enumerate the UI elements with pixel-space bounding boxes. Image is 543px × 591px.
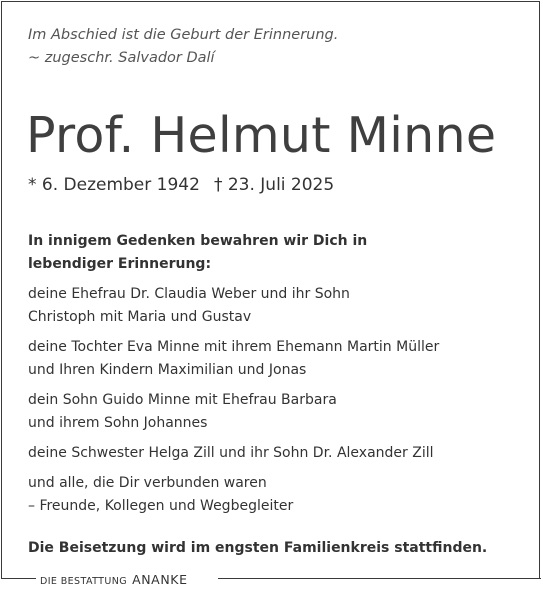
- quote-text: Im Abschied ist die Geburt der Erinnerung.: [28, 27, 339, 43]
- mourner-line: und ihrem Sohn Johannes: [28, 415, 208, 431]
- intro-line-2: lebendiger Erinnerung:: [28, 256, 212, 272]
- intro-text: [28, 230, 367, 276]
- mourner-line: und Ihren Kindern Maximilian und Jonas: [28, 362, 307, 378]
- mourner-line: und alle, die Dir verbunden waren: [28, 475, 267, 491]
- mourner-daughter: [28, 336, 439, 382]
- mourner-line: Christoph mit Maria und Gustav: [28, 309, 252, 325]
- birth-date: * 6. Dezember 1942: [28, 175, 200, 195]
- mourner-line: deine Ehefrau Dr. Claudia Weber und ihr Sohn: [28, 286, 350, 302]
- funeral-home-prefix: DIE BESTATTUNG: [40, 576, 127, 587]
- quote-attribution: ~ zugeschr. Salvador Dalí: [28, 50, 215, 66]
- deceased-name: Prof. Helmut Minne: [26, 107, 497, 164]
- mourner-son: [28, 389, 337, 435]
- mourner-line: dein Sohn Guido Minne mit Ehefrau Barbara: [28, 392, 337, 408]
- footer-divider-right: [218, 578, 541, 579]
- funeral-home-logo: [40, 571, 188, 587]
- mourner-sister: [28, 442, 434, 465]
- footer-divider-left: [1, 578, 36, 579]
- burial-note: Die Beisetzung wird im engsten Familienkreis stattfinden.: [28, 540, 488, 556]
- life-dates: [28, 173, 334, 197]
- mourner-friends: [28, 472, 293, 518]
- intro-line-1: In innigem Gedenken bewahren wir Dich in: [28, 233, 368, 249]
- mourner-line: deine Schwester Helga Zill und ihr Sohn Dr. Alexander Zill: [28, 445, 434, 461]
- mourner-line: deine Tochter Eva Minne mit ihrem Ehemann Martin Müller: [28, 339, 440, 355]
- mourner-wife: [28, 283, 350, 329]
- death-date: † 23. Juli 2025: [213, 175, 335, 195]
- funeral-home-name: ANANKE: [132, 572, 188, 587]
- mourner-line: – Freunde, Kollegen und Wegbegleiter: [28, 498, 294, 514]
- quote-block: [28, 24, 338, 70]
